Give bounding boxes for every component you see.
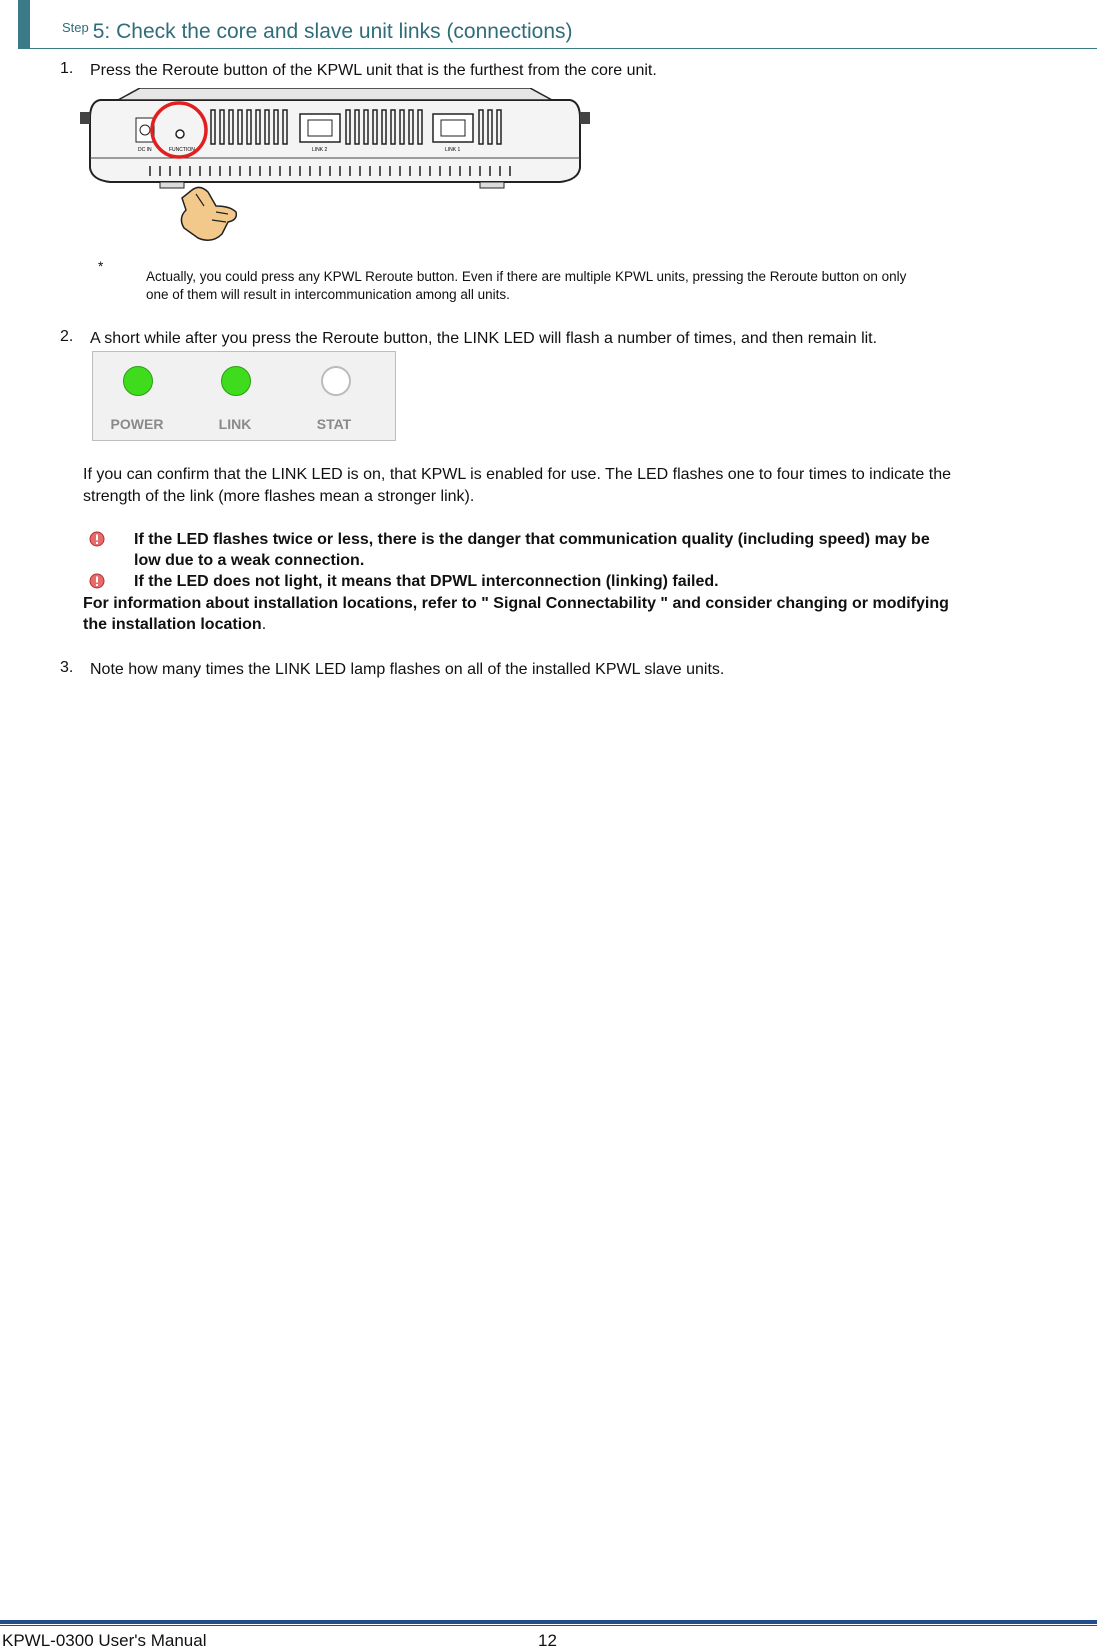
step-header	[18, 0, 1097, 49]
reroute-button	[176, 130, 184, 138]
function-label: FUNCTION	[169, 147, 195, 153]
info-line-1: For information about installation locations, refer to " Signal Connectability " and consider changing or modifying	[83, 595, 949, 612]
footer-manual-title: KPWL-0300 User's Manual	[2, 1631, 207, 1650]
note-line-2: one of them will result in intercommunication among all units.	[146, 287, 510, 302]
link1-label: LINK 1	[445, 147, 461, 153]
info-line-2	[83, 614, 266, 635]
stat-led-label: STAT	[316, 416, 352, 432]
step-3-text: Note how many times the LINK LED lamp flashes on all of the installed KPWL slave units.	[90, 661, 725, 678]
link-led-label: LINK	[218, 416, 252, 432]
step-accent-bar	[18, 0, 30, 49]
step-2-text: A short while after you press the Reroute button, the LINK LED will flash a number of times, and then remain lit.	[90, 330, 878, 347]
info-line-2-text: the installation location	[83, 616, 262, 633]
page-number: 12	[538, 1631, 557, 1650]
info-line-2-end: .	[261, 616, 267, 633]
footer-rule	[0, 1620, 1097, 1624]
power-led-label: POWER	[110, 416, 164, 432]
link2-label: LINK 2	[312, 147, 328, 153]
step-1-number: 1.	[60, 60, 74, 77]
step-2-number: 2.	[60, 328, 74, 345]
dc-in-label: DC IN	[138, 147, 152, 153]
warning-1-line-1: If the LED flashes twice or less, there is the danger that communication quality (including speed) may be	[134, 531, 930, 548]
device-illustration	[80, 88, 590, 256]
warning-2-line-1: If the LED does not light, it means that DPWL interconnection (linking) failed.	[134, 573, 719, 590]
note-line-1: Actually, you could press any KPWL Reroute button. Even if there are multiple KPWL units, pressing the Reroute button on only	[146, 269, 907, 284]
step-1-text: Press the Reroute button of the KPWL unit that is the furthest from the core unit.	[90, 62, 657, 79]
link-led	[221, 366, 251, 396]
warning-icon	[89, 573, 105, 589]
pointing-hand-icon	[181, 187, 236, 240]
header-rule	[30, 48, 1097, 49]
step-word: Step	[62, 20, 89, 35]
step-title-text: 5: Check the core and slave unit links (connections)	[92, 20, 573, 43]
confirm-line-1: If you can confirm that the LINK LED is on, that KPWL is enabled for use. The LED flashes one to four times to indicate the	[83, 466, 952, 483]
warning-icon	[89, 531, 105, 547]
note-marker: *	[98, 259, 104, 274]
device-rear-panel	[80, 88, 590, 256]
page-title	[62, 20, 573, 44]
led-panel	[92, 351, 396, 441]
power-led	[123, 366, 153, 396]
footer-rule-thin	[0, 1625, 1097, 1626]
warning-1-line-2: low due to a weak connection.	[134, 552, 365, 569]
stat-led	[321, 366, 351, 396]
confirm-line-2: strength of the link (more flashes mean a stronger link).	[83, 488, 475, 505]
step-3-number: 3.	[60, 659, 74, 676]
